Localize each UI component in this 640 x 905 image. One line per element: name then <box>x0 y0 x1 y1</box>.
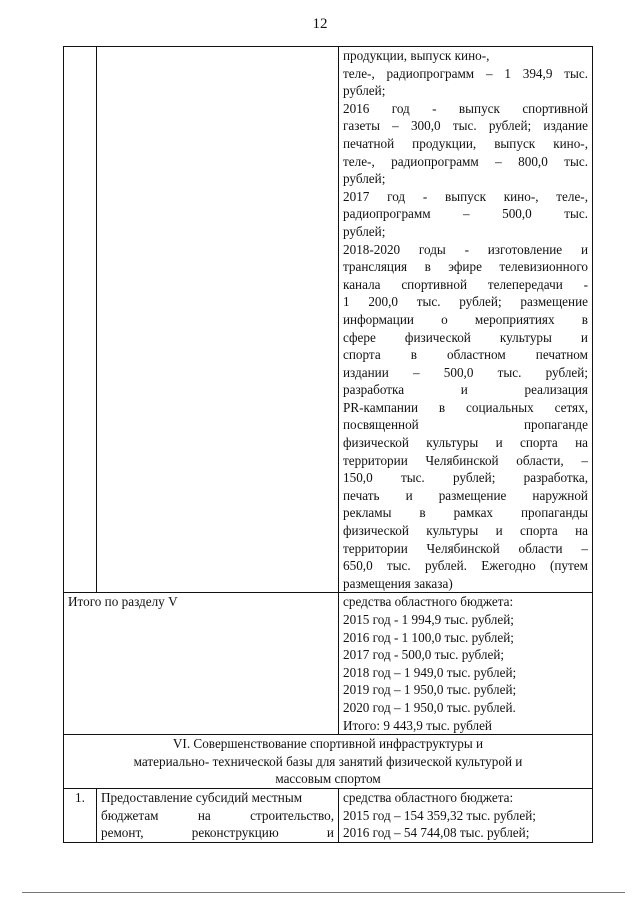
text-line: средства областного бюджета: <box>343 594 514 610</box>
text-line: ремонт, реконструкцию и <box>101 825 334 841</box>
text-line: 2018 год – 1 949,0 тыс. рублей; <box>343 664 517 680</box>
text-line: 150,0 тыс. рублей; разработка, <box>343 470 588 486</box>
text-line: трансляция в эфире телевизионного <box>343 259 588 275</box>
section-total-funding <box>339 593 593 735</box>
item-description <box>97 788 339 842</box>
text-line: теле-, радиопрограмм – 800,0 тыс. <box>343 153 588 169</box>
text-line: продукции, выпуск кино-, <box>343 48 490 63</box>
text-line: спорта в областном печатном <box>343 347 588 363</box>
text-line: 2016 год - выпуск спортивной <box>343 100 588 116</box>
text-line: территории Челябинской области – <box>343 540 588 556</box>
text-line: территории Челябинской области, – <box>343 452 588 468</box>
table-row-continuation <box>64 47 593 593</box>
text-line: бюджетам на строительство, <box>101 807 334 823</box>
page-footer-rule <box>22 892 625 893</box>
table-row-section-total <box>64 593 593 735</box>
text-line: размещения заказа) <box>343 575 453 591</box>
text-line: печать и размещение наружной <box>343 487 588 503</box>
text-line: сфере физической культуры и <box>343 329 588 345</box>
item-number: 1. <box>64 788 97 842</box>
cell-number <box>64 47 97 593</box>
text-line: средства областного бюджета: <box>343 789 514 805</box>
text-line: 2019 год – 1 950,0 тыс. рублей; <box>343 682 517 698</box>
text-line: радиопрограмм – 500,0 тыс. <box>343 206 588 222</box>
text-line: теле-, радиопрограмм – 1 394,9 тыс. <box>343 65 588 81</box>
text-line: 650,0 тыс. рублей. Ежегодно (путем <box>343 558 588 574</box>
text-line: PR-кампании в социальных сетях, <box>343 399 588 415</box>
section-vi-heading <box>64 735 593 789</box>
heading-line: VI. Совершенствование спортивной инфраструктуры и <box>172 736 484 752</box>
text-line: 2018-2020 годы - изготовление и <box>343 241 588 257</box>
text-line: 2020 год – 1 950,0 тыс. рублей. <box>343 699 516 715</box>
heading-line: материально- технической базы для занятий физической культурой и <box>133 753 523 769</box>
text-line: печатной продукции, выпуск кино-, <box>343 135 588 151</box>
text-line: 2017 год - выпуск кино-, теле-, <box>343 188 588 204</box>
text-line: канала спортивной телепередачи - <box>343 276 588 292</box>
text-line: 1 200,0 тыс. рублей; размещение <box>343 294 588 310</box>
text-line: информации о мероприятиях в <box>343 311 588 327</box>
table-row-section-heading <box>64 735 593 789</box>
text-line: 2015 год - 1 994,9 тыс. рублей; <box>343 612 514 627</box>
item-funding <box>339 788 593 842</box>
text-line: рублей; <box>343 171 386 187</box>
text-line: физической культуры и спорта на <box>343 523 588 539</box>
cell-description <box>97 47 339 593</box>
text-line: 2017 год - 500,0 тыс. рублей; <box>343 647 505 663</box>
section-total-label: Итого по разделу V <box>64 593 339 735</box>
text-line: рублей; <box>343 223 386 239</box>
table-row-item-1 <box>64 788 593 842</box>
text-line: 2016 год - 1 100,0 тыс. рублей; <box>343 629 514 645</box>
text-line: Предоставление субсидий местным <box>101 789 303 805</box>
page-number: 12 <box>312 16 328 32</box>
text-line: физической культуры и спорта на <box>343 435 588 451</box>
text-line: Итого: 9 443,9 тыс. рублей <box>343 717 492 733</box>
text-line: 2016 год – 54 744,08 тыс. рублей; <box>343 825 530 841</box>
text-line: разработка и реализация <box>343 382 588 398</box>
text-line: рублей; <box>343 83 386 99</box>
text-line: издании – 500,0 тыс. рублей; <box>343 364 588 380</box>
text-line: рекламы в рамках пропаганды <box>343 505 588 521</box>
text-line: 2015 год – 154 359,32 тыс. рублей; <box>343 807 536 823</box>
text-line: посвященной пропаганде <box>343 417 588 433</box>
program-table <box>63 46 593 843</box>
cell-funding-continuation <box>339 47 593 593</box>
text-line: газеты – 300,0 тыс. рублей; издание <box>343 118 588 134</box>
heading-line: массовым спортом <box>275 771 381 787</box>
